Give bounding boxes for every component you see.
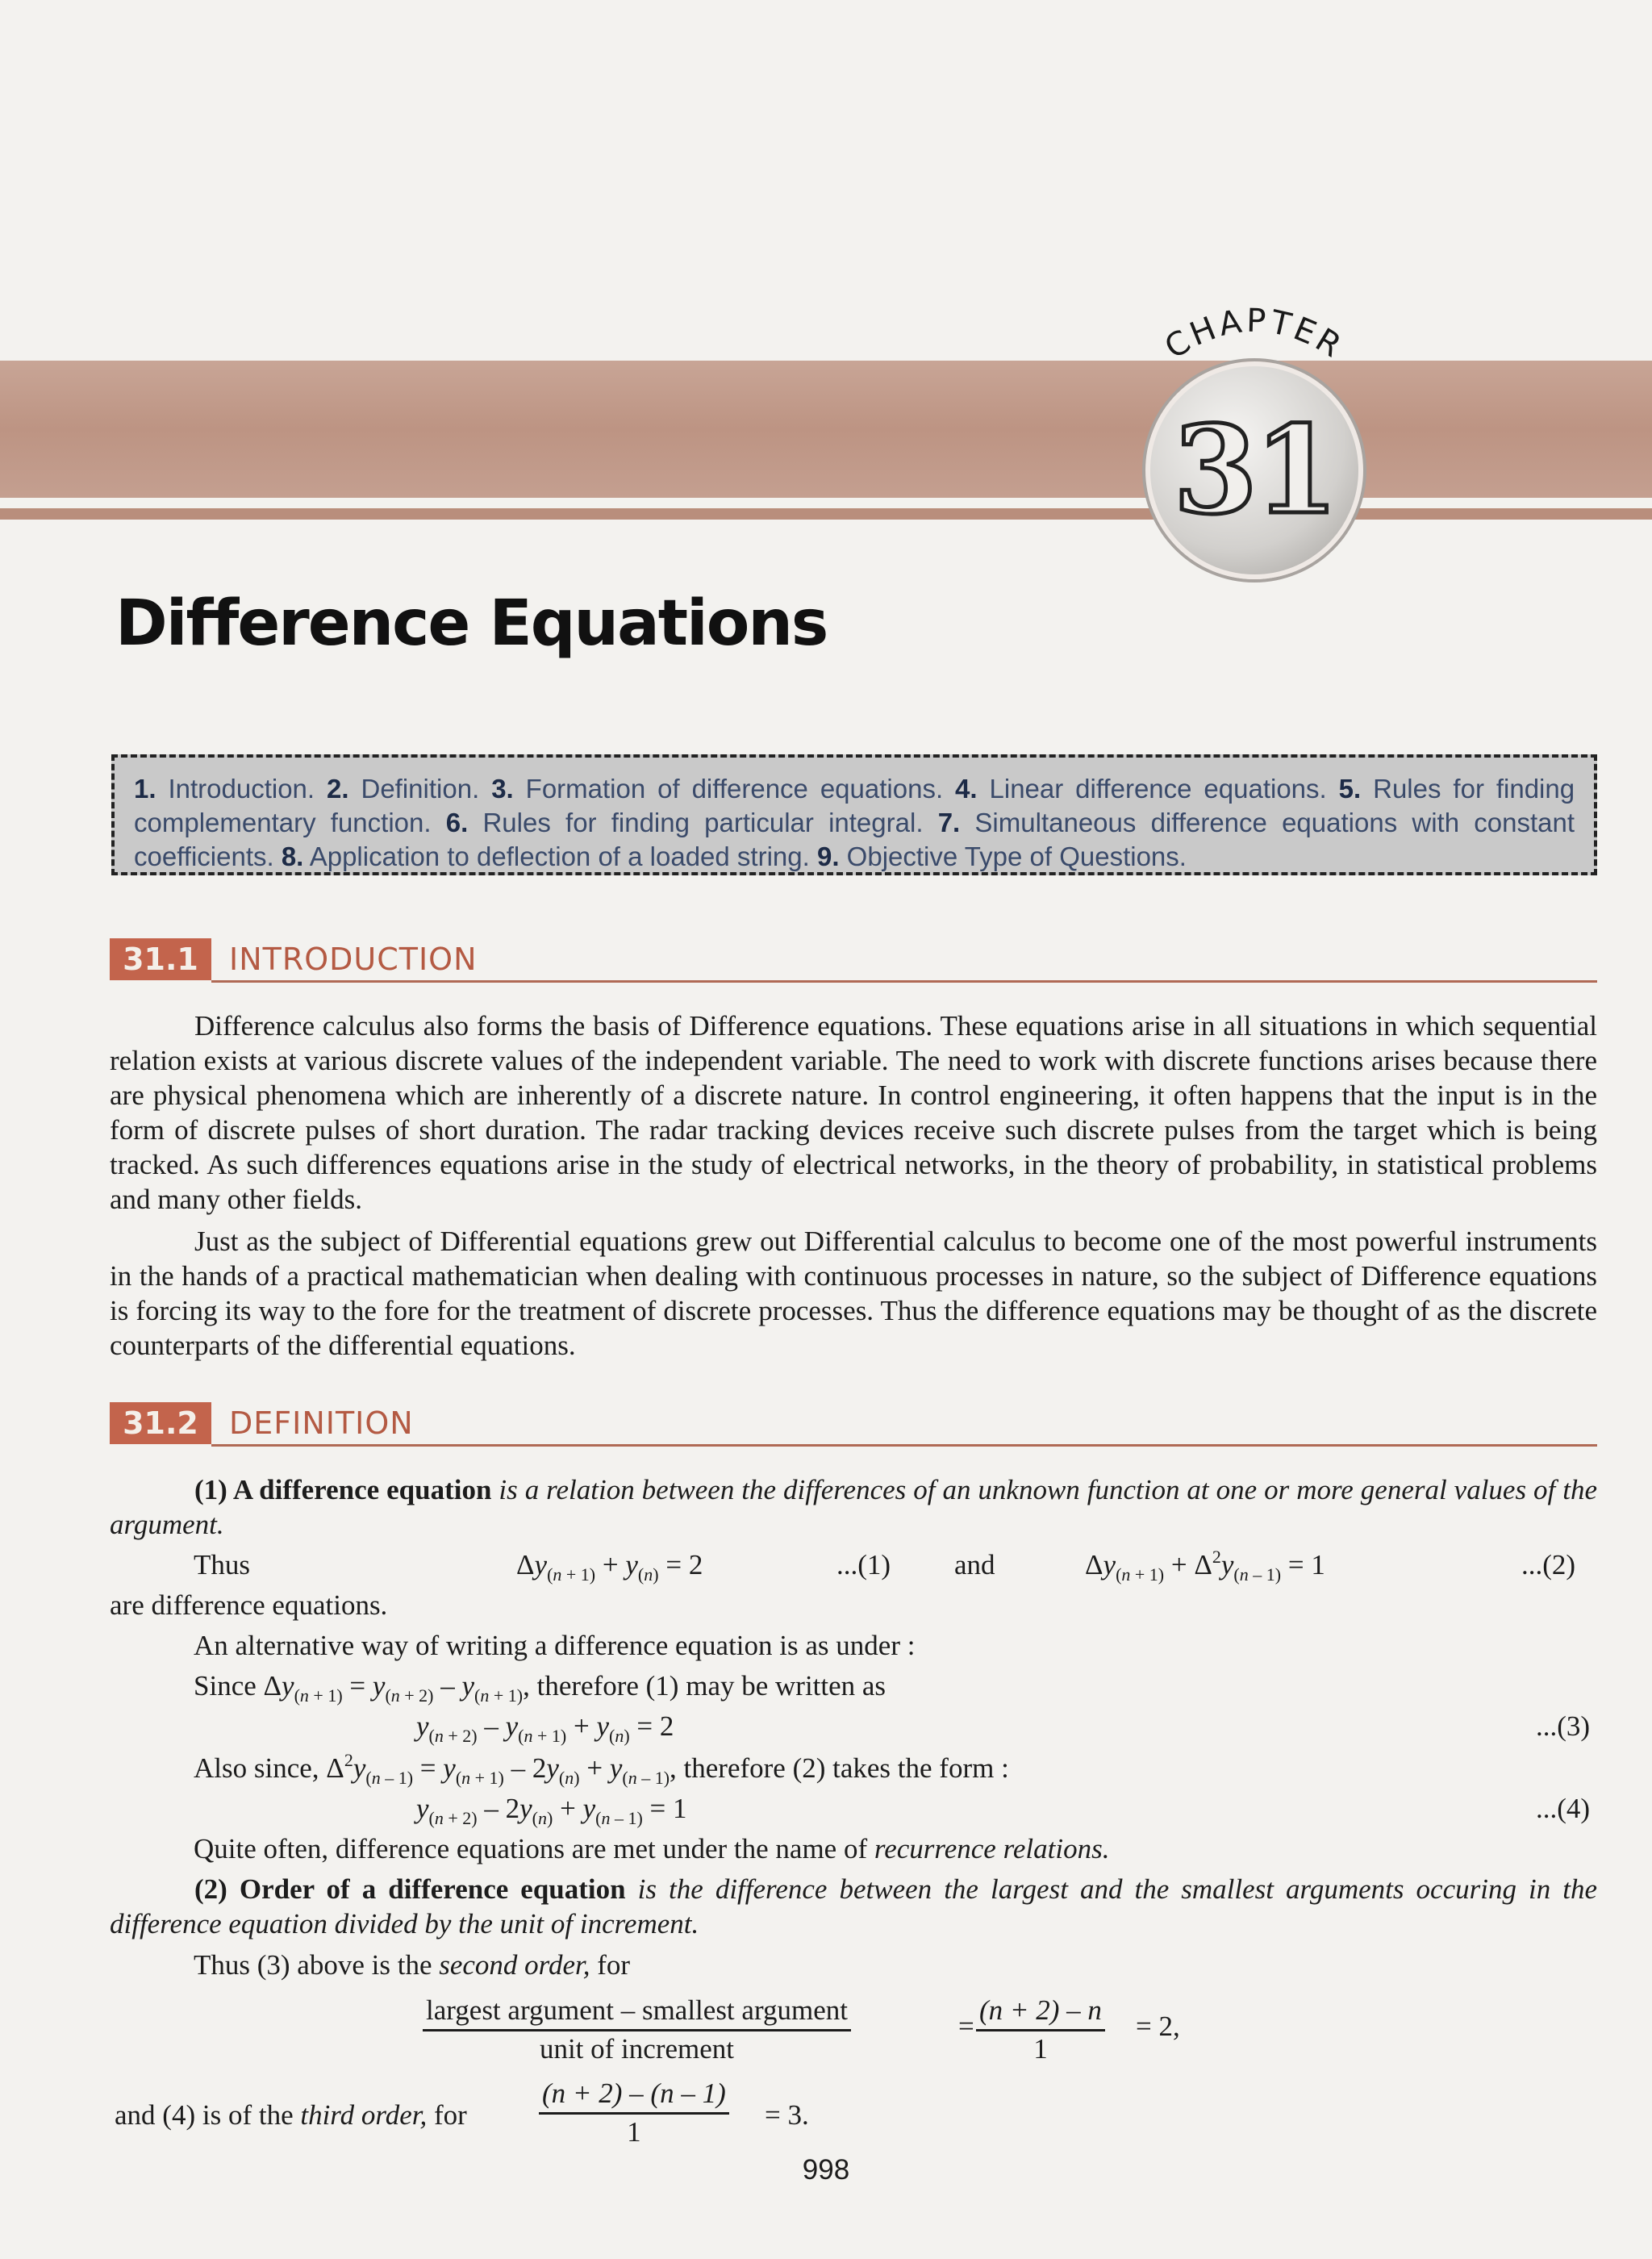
result-order-4: = 3. (765, 2099, 809, 2131)
equation-4: $y_{(n + 2)} - 2y_{(n)} + y_{(n - 1)} = 1$ (416, 1793, 687, 1828)
definition-2-text: is the difference between the largest and the smallest arguments occuring in the difference equation divided by the unit of increment. (110, 1873, 1598, 1940)
alternative-way-text: An alternative way of writing a difference equation is as under : (194, 1630, 916, 1661)
also-since-line: Also since, $\Delta^2y_{(n - 1)} = y_{(n + 1)} - 2y_{(n)} + y_{(n - 1)}$, therefore (2) takes the form : (194, 1750, 1009, 1788)
section-heading-definition (110, 1402, 1597, 1444)
result-order-3: = 2, (1136, 2011, 1180, 2042)
toc-item-5: 5. Rules for finding complementary function. (134, 774, 1575, 837)
definition-2-term: (2) Order of a difference equation (194, 1873, 626, 1905)
fraction-order-formula: largest argument – smallest argument unit of increment (423, 1993, 851, 2066)
equation-1: $\Delta y_{(n + 1)} + y_{(n)} = 2$ (516, 1549, 703, 1585)
chapter-banner (0, 361, 1652, 498)
chapter-title: Difference Equations (115, 587, 828, 660)
definition-1-text: is a relation between the differences of an unknown function at one or more general values of the argument. (110, 1474, 1597, 1540)
are-difference-equations: are difference equations. (110, 1589, 388, 1621)
intro-paragraph-1: Difference calculus also forms the basis of Difference equations. These equations arise in all situations in which sequential relation exists at various discrete values of the independent variable. The need to work with discrete functions arises because there are physical phenomena which are inherently of a discrete nature. In control engineering, it often happens that the input is in the form of discrete pulses of short duration. The radar tracking devices receive such discrete pulses from the target which is being tracked. As such differences equations arise in the study of electrical networks, in the theory of probability, in statistical problems and many other fields. (110, 1010, 1597, 1215)
since-line: Since $\Delta y_{(n + 1)} = y_{(n + 2)} - y_{(n + 1)}$, therefore (1) may be written as (194, 1670, 886, 1706)
chapter-contents-box (111, 754, 1597, 875)
equation-3-ref: ...(3) (1536, 1710, 1591, 1742)
section-heading-introduction (110, 938, 1597, 980)
svg-text:CHAPTER (1158, 303, 1350, 367)
section-rule (211, 1444, 1597, 1447)
section-rule (211, 980, 1597, 983)
chapter-number-badge (1145, 361, 1363, 579)
section-number: 31.2 (110, 1402, 211, 1444)
definition-2 (110, 1872, 1597, 1941)
equation-2-ref: ...(2) (1521, 1549, 1576, 1580)
toc-item-4: 4. Linear difference equations. (955, 774, 1327, 804)
toc-item-3: 3. Formation of difference equations. (491, 774, 944, 804)
toc-item-8: 8. Application to deflection of a loaded string. (281, 841, 810, 871)
and-label: and (954, 1549, 995, 1580)
section-number: 31.1 (110, 938, 211, 980)
equation-2: $\Delta y_{(n + 1)} + \Delta^2y_{(n - 1)} = 1$ (1085, 1547, 1325, 1585)
section-title: DEFINITION (229, 1405, 414, 1441)
equation-1-ref: ...(1) (836, 1549, 891, 1580)
page-number: 998 (802, 2154, 850, 2186)
equals-sign: = (958, 2011, 974, 2042)
equation-4-ref: ...(4) (1536, 1793, 1591, 1824)
fraction-order-3: $\frac{(n + 2) - n}{1}$ (976, 1993, 1105, 2066)
toc-item-7: 7. Simultaneous difference equations with constant coefficients. (134, 808, 1575, 871)
toc-item-1: 1. Introduction. (134, 774, 315, 804)
thus-label: Thus (194, 1549, 250, 1580)
chapter-banner-rule (0, 508, 1652, 520)
fraction-order-4: $\frac{(n + 2) - (n - 1)}{1}$ (539, 2076, 729, 2149)
intro-paragraph-2: Just as the subject of Differential equations grew out Differential calculus to become one of the most powerful instruments in the hands of a practical mathematician when dealing with continuous processes in nature, so the subject of Difference equations is forcing its way to the fore for the treatment of discrete processes. Thus the difference equations may be thought of as the discrete counterparts of the differential equations. (110, 1226, 1597, 1361)
introduction-text (110, 1008, 1597, 1363)
toc-item-2: 2. Definition. (327, 774, 480, 804)
toc-item-9: 9. Objective Type of Questions. (816, 841, 1187, 871)
third-order-line: and (4) is of the third order, for (115, 2099, 467, 2131)
toc-item-6: 6. Rules for finding particular integral. (445, 808, 924, 837)
thus-second-order: Thus (3) above is the second order, for (194, 1949, 631, 1981)
chapter-label-text: CHAPTER (1158, 302, 1350, 367)
section-title: INTRODUCTION (229, 942, 478, 977)
recurrence-line: Quite often, difference equations are met under the name of recurrence relations. (194, 1833, 1110, 1864)
chapter-label (1158, 300, 1350, 367)
chapter-number: 31 (1173, 399, 1336, 541)
definition-1-term: (1) A difference equation (194, 1474, 492, 1505)
definition-1 (110, 1472, 1597, 1542)
equation-3: $y_{(n + 2)} - y_{(n + 1)} + y_{(n)} = 2$ (416, 1710, 674, 1746)
